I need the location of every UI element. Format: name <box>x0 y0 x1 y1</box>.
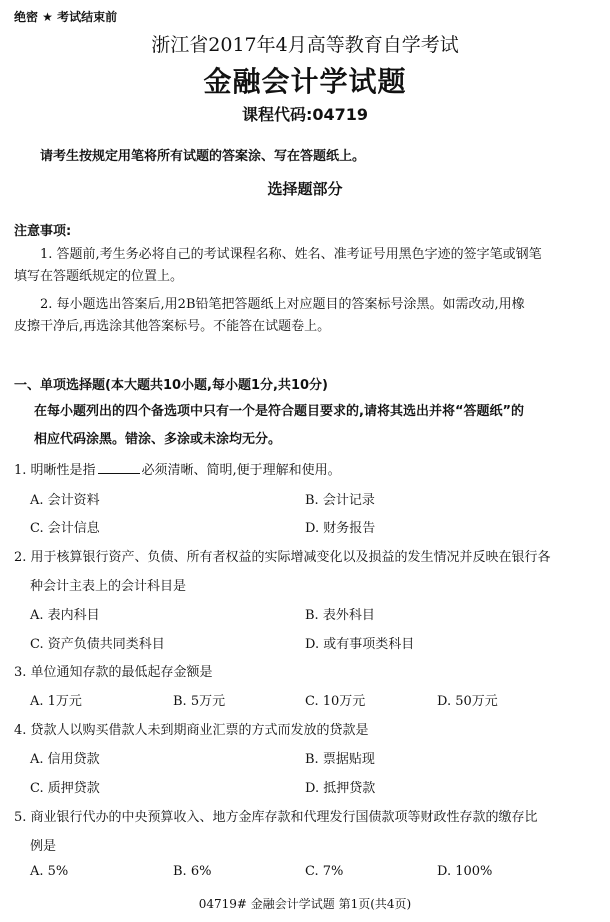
question-4-option-a: A. 信用贷款 <box>30 752 100 767</box>
part-title: 选择题部分 <box>267 180 343 198</box>
question-3-option-c: C. 10万元 <box>305 694 366 709</box>
question-5-stem-line-1: 5. 商业银行代办的中央预算收入、地方金库存款和代理发行国债款项等财政性存款的缴存比 <box>14 810 538 825</box>
secret-label: 绝密 ★ 考试结束前 <box>14 10 118 24</box>
question-5-option-d: D. 100% <box>437 864 493 879</box>
question-1-stem-before: 1. 明晰性是指 <box>14 463 96 478</box>
question-5-option-c: C. 7% <box>305 864 344 879</box>
question-1-option-d: D. 财务报告 <box>305 521 376 536</box>
question-4-option-c: C. 质押贷款 <box>30 781 100 796</box>
page-footer: 04719# 金融会计学试题 第1页(共4页) <box>198 897 412 911</box>
question-2-stem-line-2: 种会计主表上的会计科目是 <box>30 579 187 594</box>
question-1-stem <box>14 459 341 478</box>
question-4-option-b: B. 票据贴现 <box>305 752 375 767</box>
question-1-stem-after: 必须清晰、简明,便于理解和使用。 <box>141 463 341 478</box>
question-3-stem: 3. 单位通知存款的最低起存金额是 <box>14 665 213 680</box>
question-5-stem-line-2: 例是 <box>30 839 57 854</box>
answer-instruction: 请考生按规定用笔将所有试题的答案涂、写在答题纸上。 <box>40 149 366 164</box>
question-5-option-b: B. 6% <box>173 864 212 879</box>
question-1-option-a: A. 会计资料 <box>30 493 100 508</box>
question-1-option-b: B. 会计记录 <box>305 493 375 508</box>
question-3-option-a: A. 1万元 <box>30 694 82 709</box>
notice-item-1-line-1: 1. 答题前,考生务必将自己的考试课程名称、姓名、准考证号用黑色字迹的签字笔或钢笔 <box>40 247 542 262</box>
section-description-line-2: 相应代码涂黑。错涂、多涂或未涂均无分。 <box>34 432 282 447</box>
question-3-option-b: B. 5万元 <box>173 694 226 709</box>
notice-item-1-line-2: 填写在答题纸规定的位置上。 <box>14 269 184 284</box>
question-2-option-b: B. 表外科目 <box>305 608 375 623</box>
notice-item-2-line-2: 皮擦干净后,再选涂其他答案标号。不能答在试题卷上。 <box>14 319 331 334</box>
question-3-option-d: D. 50万元 <box>437 694 498 709</box>
section-heading: 一、单项选择题(本大题共10小题,每小题1分,共10分) <box>14 378 328 393</box>
notice-item-2-line-1: 2. 每小题选出答案后,用2B铅笔把答题纸上对应题目的答案标号涂黑。如需改动,用橡 <box>40 297 525 312</box>
course-code: 课程代码:04719 <box>241 105 369 124</box>
notice-heading: 注意事项: <box>14 224 72 239</box>
exam-title: 浙江省2017年4月高等教育自学考试 <box>151 34 459 56</box>
question-4-stem: 4. 贷款人以购买借款人未到期商业汇票的方式而发放的贷款是 <box>14 723 369 738</box>
question-2-stem-line-1: 2. 用于核算银行资产、负债、所有者权益的实际增减变化以及损益的发生情况并反映在银行各 <box>14 550 551 565</box>
question-1-option-c: C. 会计信息 <box>30 521 100 536</box>
question-2-option-c: C. 资产负债共同类科目 <box>30 637 165 652</box>
subject-title: 金融会计学试题 <box>203 65 407 98</box>
question-4-option-d: D. 抵押贷款 <box>305 781 376 796</box>
section-description-line-1: 在每小题列出的四个备选项中只有一个是符合题目要求的,请将其选出并将“答题纸”的 <box>34 404 525 419</box>
answer-blank <box>98 461 140 474</box>
question-5-option-a: A. 5% <box>30 864 69 879</box>
question-2-option-a: A. 表内科目 <box>30 608 100 623</box>
question-2-option-d: D. 或有事项类科目 <box>305 637 415 652</box>
